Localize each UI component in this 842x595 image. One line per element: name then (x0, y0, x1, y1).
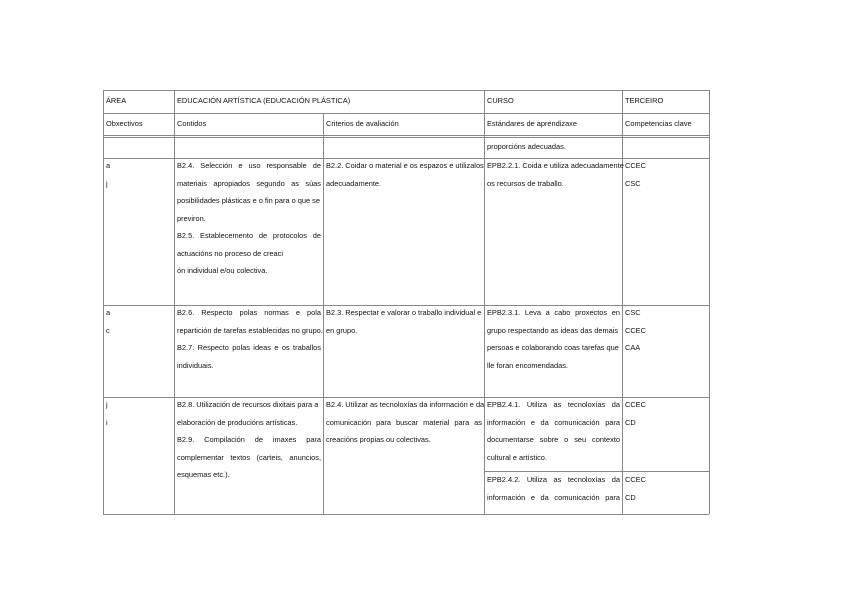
standard-line: os recursos de traballo. (487, 178, 564, 188)
competence: CSC (625, 308, 641, 317)
column-header-standards: Estándares de aprendizaxe (487, 119, 577, 128)
objective: c (106, 325, 110, 335)
standard-line: lle foran encomendadas. (487, 360, 568, 370)
standard-line: cultural e artístico. (487, 452, 547, 462)
content-line: materiais apropiados segundo as súas (177, 178, 321, 188)
column-header-criteria: Criterios de avaliación (326, 119, 399, 128)
content-line: ón individual e/ou colectiva. (177, 266, 268, 275)
objective: j (106, 400, 108, 409)
row2-criteria (324, 304, 484, 339)
objective: j (106, 178, 108, 188)
row2-objectives (104, 304, 174, 339)
column-header-objectives: Obxectivos (106, 119, 143, 128)
criteria-line: B2.3. Respectar e valorar o traballo individual e (326, 308, 482, 317)
standard-line: EPB2.4.1. Utiliza as tecnoloxías da (487, 400, 620, 409)
competence: CD (625, 417, 636, 427)
row1-standards (485, 157, 622, 192)
content-line: elaboración de producións artísticas. (177, 417, 298, 427)
column-header-contents: Contidos (177, 119, 207, 128)
criteria-line: B2.2. Coidar o material e os espazos e utilizalos (326, 161, 484, 170)
row2-standards (485, 304, 622, 374)
row3-competences (623, 396, 709, 431)
criteria-line: adecuadamente. (326, 178, 382, 188)
row1-competences (623, 157, 709, 192)
competence: CCEC (625, 325, 646, 335)
standard-line: información e da comunicación para (487, 492, 620, 502)
row3-criteria (324, 396, 484, 449)
content-line: B2.9. Compilación de imaxes para (177, 435, 321, 444)
standard-line: grupo respectando as ideas das demais (487, 325, 619, 335)
column-header-competences: Competencias clave (625, 119, 692, 128)
content-line: previron. (177, 213, 206, 223)
row1-criteria (324, 157, 484, 192)
criteria-line: comunicación para buscar material para as (326, 417, 482, 427)
objective: i (106, 417, 108, 427)
content-line: posibilidades plásticas e o fin para o que se (177, 196, 320, 205)
standard-line: EPB2.4.2. Utiliza as tecnoloxías da (487, 475, 620, 484)
course-value: TERCEIRO (625, 96, 664, 105)
row3-standards (485, 396, 622, 466)
competence: CCEC (625, 475, 646, 484)
course-label: CURSO (487, 96, 514, 105)
content-line: actuacións no proceso de creaci (177, 248, 283, 258)
competence: CSC (625, 178, 641, 188)
row3-competences-2 (623, 471, 709, 506)
competence: CD (625, 492, 636, 502)
content-line: B2.5. Establecemento de protocolos de (177, 231, 321, 240)
row1-contents (175, 157, 323, 280)
content-line: B2.8. Utilización de recursos dixitais para a (177, 400, 319, 409)
continuation-text: proporcións adecuadas. (487, 142, 566, 151)
content-line: B2.6. Respecto polas normas e pola (177, 308, 321, 317)
standard-line: EPB2.3.1. Leva a cabo proxectos en (487, 308, 620, 317)
competence: CCEC (625, 400, 646, 409)
row2-contents (175, 304, 323, 374)
standard-line: información e da comunicación para (487, 417, 620, 427)
area-label: ÁREA (106, 96, 127, 105)
row2-competences (623, 304, 709, 357)
row3-objectives (104, 396, 174, 431)
row3-contents (175, 396, 323, 484)
competence: CCEC (625, 161, 646, 170)
criteria-line: creacións propias ou colectivas. (326, 435, 431, 444)
criteria-line: en grupo. (326, 325, 358, 335)
content-line: B2.4. Selección e uso responsable de (177, 161, 321, 170)
content-line: complementar textos (carteis, anuncios, (177, 452, 321, 462)
competence: CAA (625, 343, 641, 352)
content-line: individuais. (177, 360, 214, 370)
standard-line: persoas e colaborando coas tarefas que (487, 343, 619, 352)
standard-line: documentarse sobre o seu contexto (487, 435, 620, 444)
row3-standards-2 (485, 471, 622, 506)
content-line: repartición de tarefas establecidas no grupo. (177, 325, 323, 335)
area-value: EDUCACIÓN ARTÍSTICA (EDUCACIÓN PLÁSTICA) (177, 96, 351, 105)
objective: a (106, 161, 111, 170)
content-line: esquemas etc.). (177, 470, 230, 479)
objective: a (106, 308, 111, 317)
row1-objectives (104, 157, 174, 192)
criteria-line: B2.4. Utilizar as tecnoloxías da información e da (326, 400, 485, 409)
standard-line: EPB2.2.1. Coida e utiliza adecuadamente (487, 161, 624, 170)
content-line: B2.7. Respecto polas ideas e os traballos (177, 343, 321, 352)
